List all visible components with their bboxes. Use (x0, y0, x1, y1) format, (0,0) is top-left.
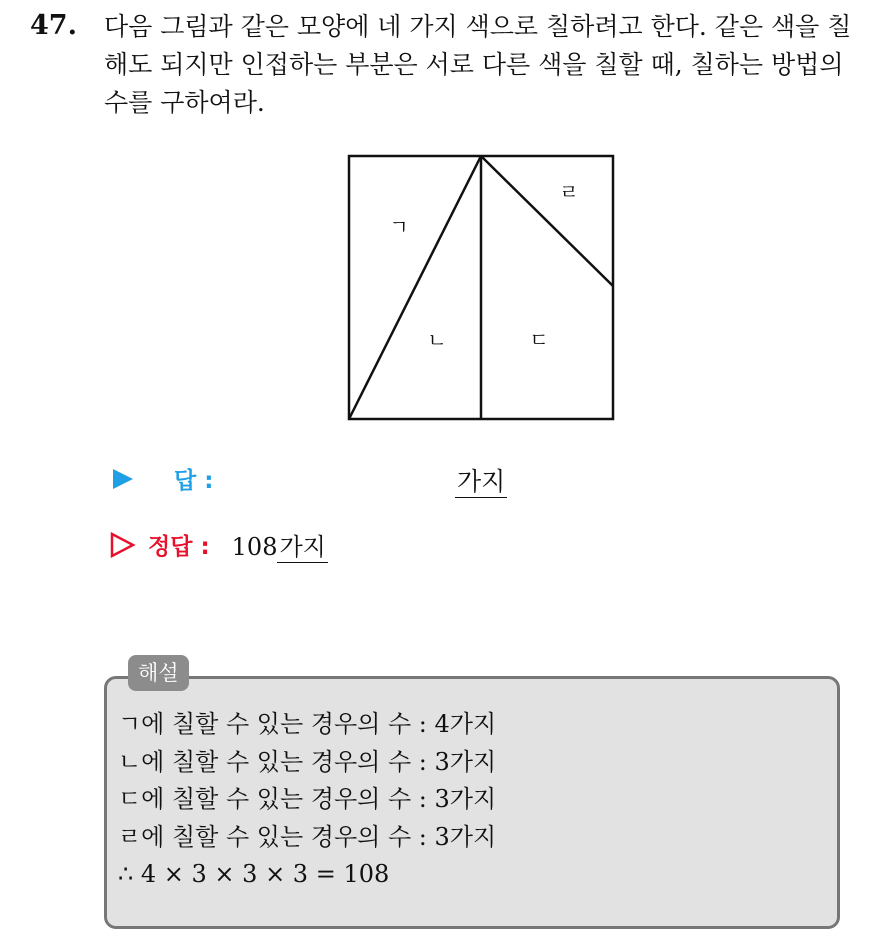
correct-answer-label: 정답 : (148, 534, 210, 560)
answer-row (108, 462, 213, 495)
correct-answer-unit: 가지 (279, 533, 326, 561)
solution-line: ∴ 4 × 3 × 3 × 3 = 108 (118, 860, 390, 888)
answer-label: 답 : (174, 468, 214, 494)
solution-tag: 해설 (128, 655, 189, 691)
region-label-digeut: ㄷ (529, 328, 549, 352)
region-label-rieul: ㄹ (559, 180, 579, 204)
region-label-nieun: ㄴ (427, 328, 447, 352)
solution-line: ㄴ에 칠할 수 있는 경우의 수 : 3가지 (118, 747, 497, 776)
outline-triangle-icon (108, 532, 138, 558)
solution-line: ㄹ에 칠할 수 있는 경우의 수 : 3가지 (118, 822, 497, 851)
figure-right-diagonal (481, 156, 613, 286)
answer-unit: 가지 (457, 467, 506, 496)
region-label-giyeok: ㄱ (389, 215, 409, 239)
figure-left-diagonal (349, 156, 481, 419)
question-number: 47. (30, 10, 77, 41)
figure-diagram (347, 154, 617, 424)
question-text: 다음 그림과 같은 모양에 네 가지 색으로 칠하려고 한다. 같은 색을 칠해도 되지만 인접하는 부분은 서로 다른 색을 칠할 때, 칠하는 방법의 수를 구하여라. (104, 12, 852, 117)
solution-lines (118, 706, 496, 894)
correct-answer-row (108, 527, 328, 562)
correct-answer-value: 108가지 (231, 533, 326, 561)
answer-blank[interactable] (455, 462, 507, 498)
filled-triangle-icon (108, 467, 138, 491)
solution-line: ㄱ에 칠할 수 있는 경우의 수 : 4가지 (118, 710, 497, 738)
solution-line: ㄷ에 칠할 수 있는 경우의 수 : 3가지 (118, 785, 497, 813)
